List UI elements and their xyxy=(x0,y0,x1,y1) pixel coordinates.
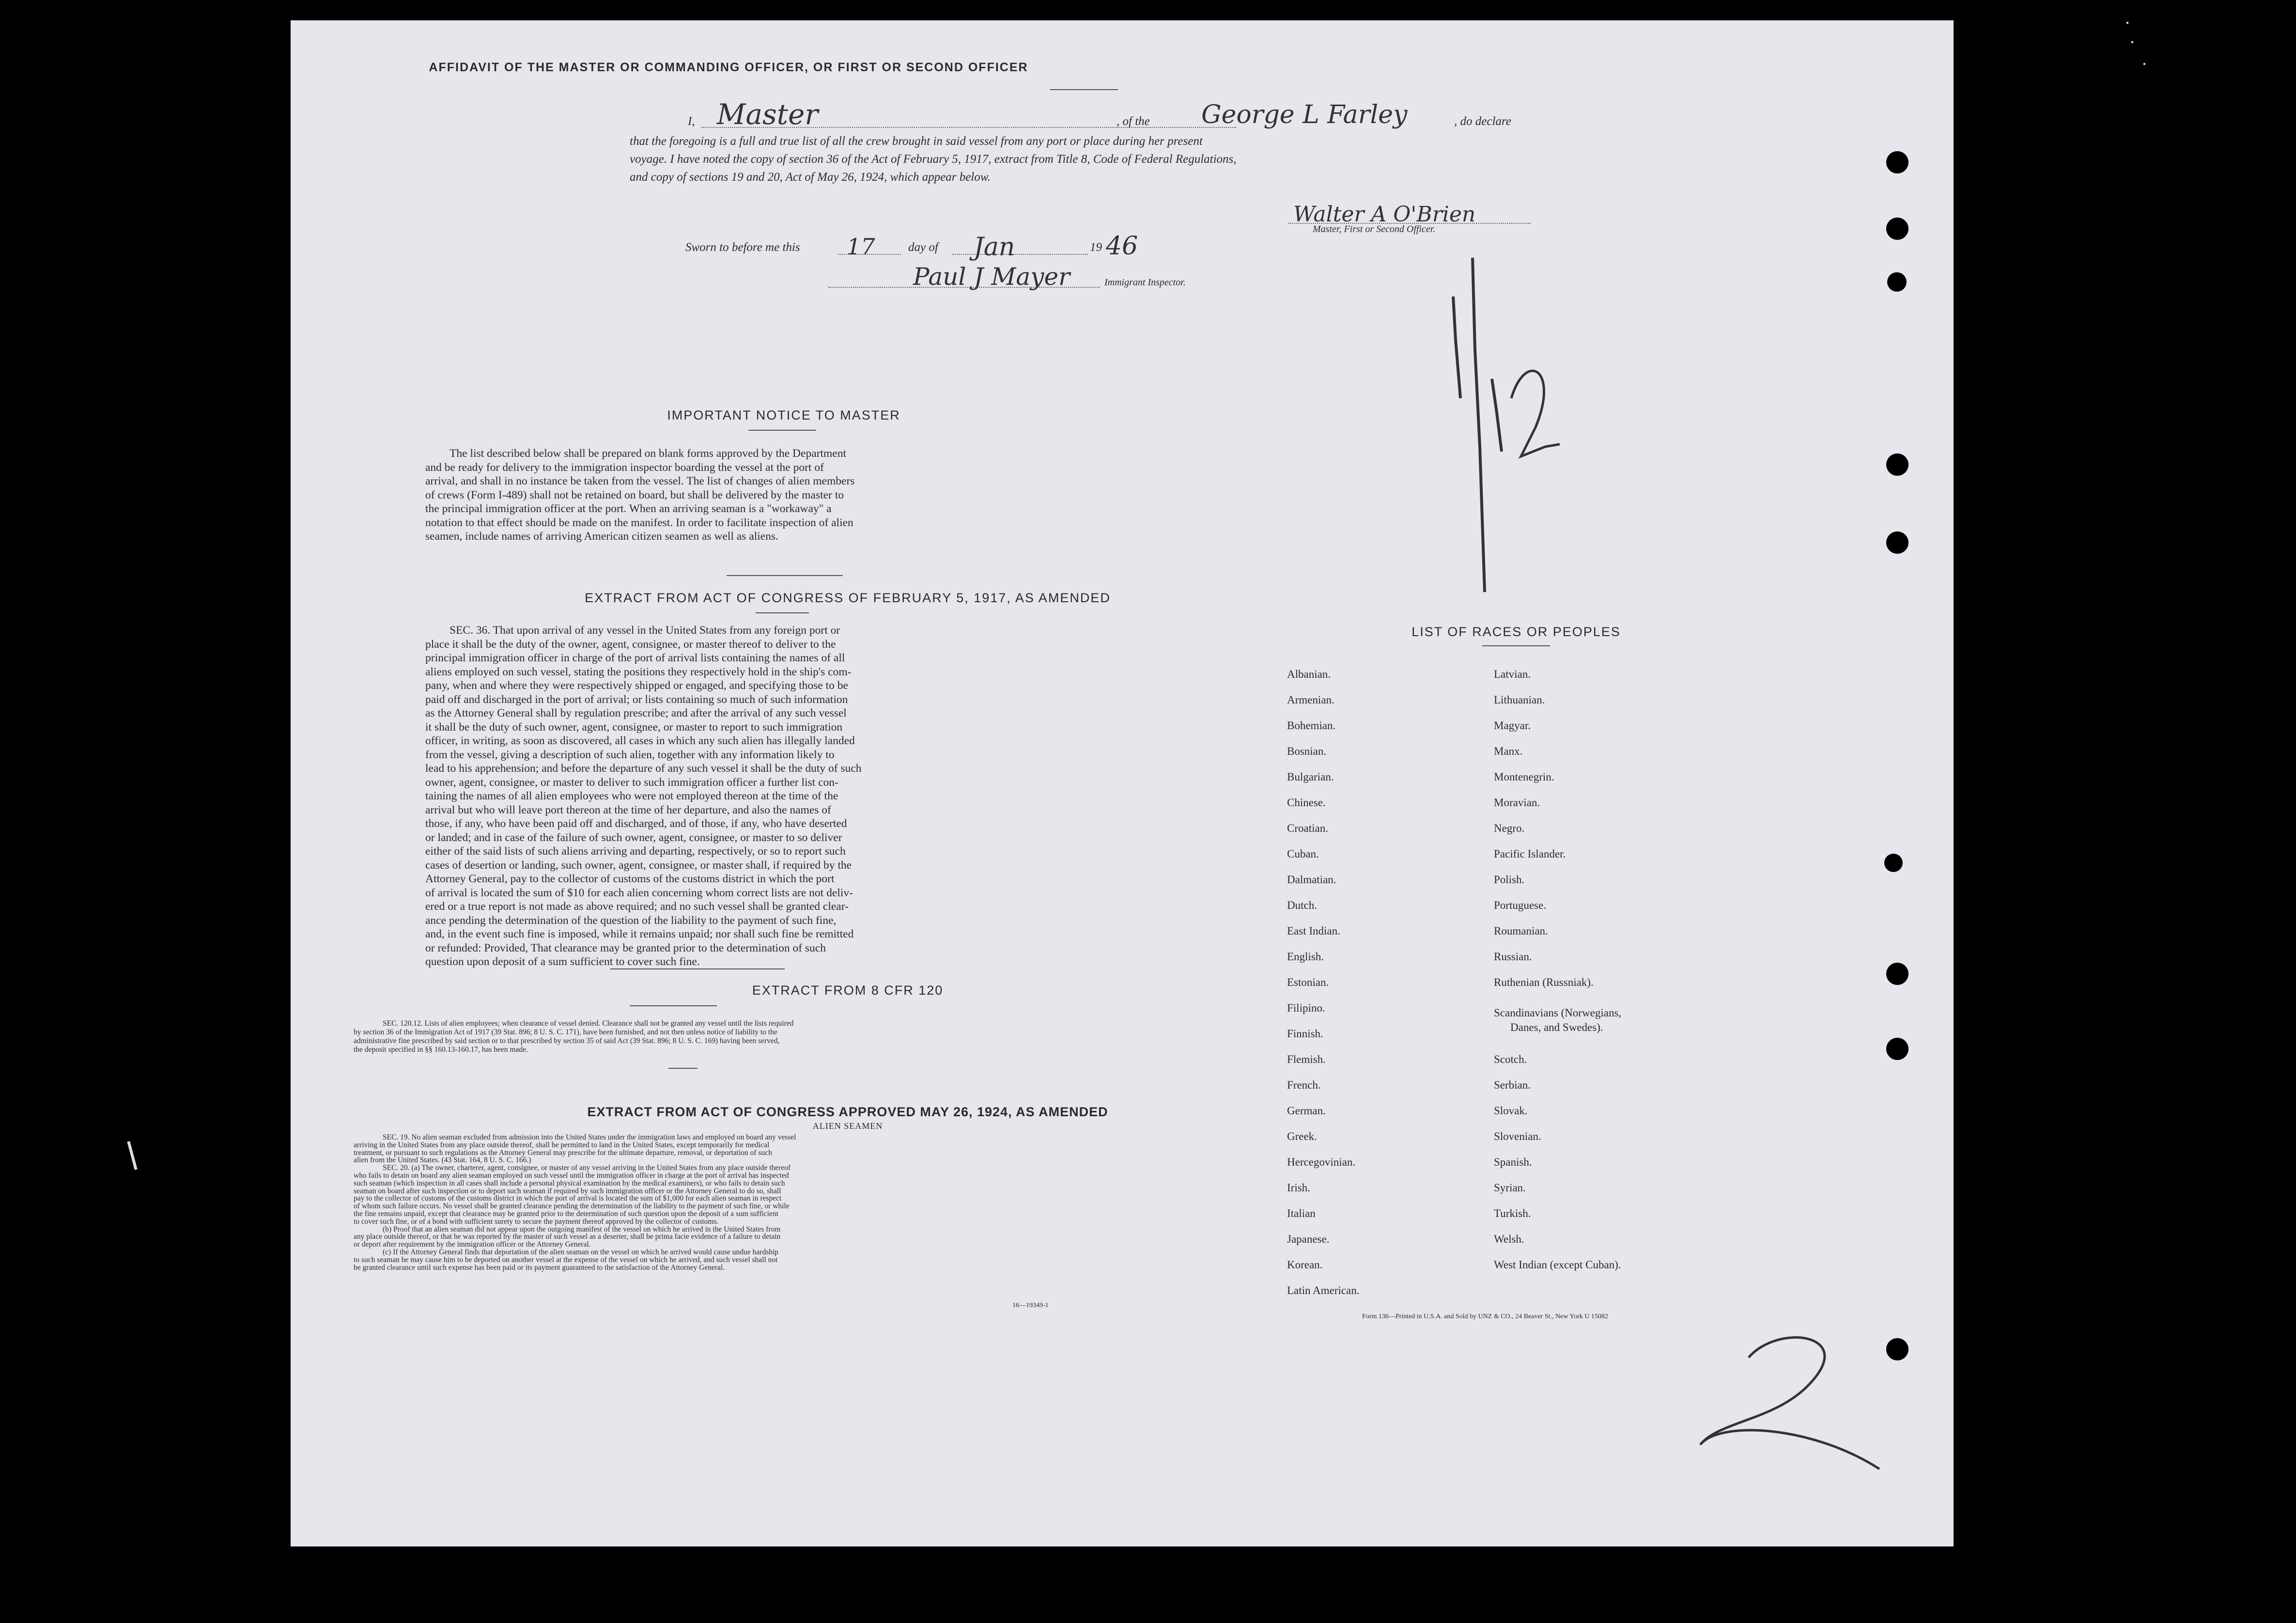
punch-hole xyxy=(1886,1338,1908,1360)
punch-hole xyxy=(1886,963,1908,985)
extract-1924-line: pay to the collector of customs of the customs district in which the port of arrival is located the sum of $1,000 for each alien seaman in respect xyxy=(354,1194,782,1203)
extract-cfr-rule xyxy=(630,1005,717,1006)
extract-1917-line: or landed; and in case of the failure of such owner, agent, consignee, or master to so deliver xyxy=(425,831,842,844)
extract-1917-line: or refunded: Provided, That clearance may be granted prior to the determination of such xyxy=(425,941,826,954)
race-left: Estonian. xyxy=(1287,976,1329,988)
extract-1917-line: from the vessel, giving a description of such alien, together with any information likely to xyxy=(425,748,835,761)
extract-1924-line: SEC. 19. No alien seaman excluded from admission into the United States under the immigration laws and employed on board any vessel xyxy=(383,1133,796,1141)
extract-1917-title: EXTRACT FROM ACT OF CONGRESS OF FEBRUARY 5, 1917, AS AMENDED xyxy=(585,591,1111,605)
race-right: Negro. xyxy=(1494,822,1525,834)
notice-line: of crews (Form I-489) shall not be retained on board, but shall be delivered by the master to xyxy=(425,488,844,501)
race-left: Bohemian. xyxy=(1287,719,1336,732)
race-left: East Indian. xyxy=(1287,925,1340,937)
race-right: Serbian. xyxy=(1494,1079,1531,1091)
race-left: Flemish. xyxy=(1287,1053,1326,1065)
extract-1924-line: such seaman (which inspection in all cases shall include a personal physical examination by the medical examiners), or who fails to detain such xyxy=(354,1179,785,1187)
scan-speck xyxy=(127,1141,137,1170)
extract-cfr-end-rule xyxy=(668,1068,698,1069)
extract-1924-title: EXTRACT FROM ACT OF CONGRESS APPROVED MAY 26, 1924, AS AMENDED xyxy=(587,1105,1108,1119)
notice-line: and be ready for delivery to the immigration inspector boarding the vessel at the port of xyxy=(425,461,824,474)
race-right: West Indian (except Cuban). xyxy=(1494,1259,1621,1271)
extract-1924-body xyxy=(354,1134,1351,1271)
race-left: Greek. xyxy=(1287,1130,1317,1142)
notice-line: the principal immigration officer at the port. When an arriving seaman is a "workaway" a xyxy=(425,502,832,515)
race-right: Portuguese. xyxy=(1494,899,1546,911)
notice-line: seamen, include names of arriving American citizen seamen as well as aliens. xyxy=(425,530,778,543)
punch-hole xyxy=(1886,1038,1908,1060)
race-right: Turkish. xyxy=(1494,1207,1531,1219)
notice-line: notation to that effect should be made on the manifest. In order to facilitate inspection of alien xyxy=(425,516,853,529)
vessel-handwritten: George L Farley xyxy=(1201,100,1408,129)
race-left: Korean. xyxy=(1287,1259,1323,1271)
race-left: Cuban. xyxy=(1287,848,1319,860)
race-left: Irish. xyxy=(1287,1182,1310,1194)
notice-line: The list described below shall be prepared on blank forms approved by the Department xyxy=(450,447,846,460)
declaration-line3: and copy of sections 19 and 20, Act of May 26, 1924, which appear below. xyxy=(630,171,991,184)
extract-1917-line: either of the said lists of such aliens arriving and departing, respectively, or so to report such xyxy=(425,845,846,858)
extract-cfr-line: the deposit specified in §§ 160.13-160.17, has been made. xyxy=(354,1046,528,1054)
race-left: Bosnian. xyxy=(1287,745,1327,757)
race-right: Welsh. xyxy=(1494,1233,1524,1245)
extract-1917-line: pany, when and where they were respectively shipped or engaged, and specifying those to be xyxy=(425,679,848,692)
race-right: Spanish. xyxy=(1494,1156,1532,1168)
master-signature: Walter A O'Brien xyxy=(1293,202,1476,227)
extract-1924-line: or deport after requirement by the immigration officer or the Attorney General. xyxy=(354,1240,591,1249)
extract-1924-line: SEC. 20. (a) The owner, charterer, agent, consignee, or master of any vessel arriving in the United States from any place outside thereof xyxy=(383,1164,791,1172)
race-left: Dutch. xyxy=(1287,899,1317,911)
year-prefix: 19 xyxy=(1090,241,1102,254)
race-left: Chinese. xyxy=(1287,796,1326,809)
race-left: Hercegovinian. xyxy=(1287,1156,1356,1168)
extract-1917-line: officer, in writing, as soon as discovered, all cases in which any such alien has illegally landed xyxy=(425,734,855,747)
notice-rule xyxy=(748,430,816,431)
extract-1917-rule xyxy=(756,612,809,613)
signature-caption: Master, First or Second Officer. xyxy=(1313,224,1436,234)
affidavit-i-prefix: I, xyxy=(688,115,695,128)
race-right: Pacific Islander. xyxy=(1494,848,1566,860)
form-code: 16—19349-1 xyxy=(1012,1302,1049,1309)
race-right: Russian. xyxy=(1494,951,1532,963)
punch-hole xyxy=(1886,453,1908,476)
declaration-line1: that the foregoing is a full and true list of all the crew brought in said vessel from any port or place during her present xyxy=(630,135,1203,148)
handwritten-1-12 xyxy=(1434,253,1560,611)
extract-1924-line: to such seaman he may cause him to be deported on another vessel at the expense of the vessel on which he arrived, and such vessel shall not xyxy=(354,1255,778,1264)
extract-1924-line: seaman on board after such inspection or to deport such seaman if required by such immigration officer or the Attorney General to do so, shall xyxy=(354,1186,781,1195)
race-left: Albanian. xyxy=(1287,668,1331,680)
scan-speck xyxy=(2131,41,2133,43)
extract-cfr-body xyxy=(354,1019,1351,1054)
race-left: English. xyxy=(1287,951,1324,963)
extract-1924-subtitle: ALIEN SEAMEN xyxy=(812,1121,883,1131)
notice-end-rule xyxy=(727,575,843,576)
race-right: Lithuanian. xyxy=(1494,694,1545,706)
extract-1924-line: be granted clearance until such expense has been paid or its payment guaranteed to the satisfaction of the Attorney General. xyxy=(354,1263,725,1272)
extract-1924-line: to cover such fine, or of a bond with sufficient surety to secure the payment thereof approved by the collector of customs. xyxy=(354,1217,719,1226)
extract-1917-line: lead to his apprehension; and before the departure of any such vessel it shall be the duty of such xyxy=(425,762,862,775)
punch-hole xyxy=(1887,272,1907,292)
race-left: Dalmatian. xyxy=(1287,874,1336,886)
extract-1917-line: question upon deposit of a sum sufficient to cover such fine. xyxy=(425,955,700,968)
race-right: Latvian. xyxy=(1494,668,1531,680)
month-line xyxy=(952,254,1087,255)
extract-cfr-title: EXTRACT FROM 8 CFR 120 xyxy=(752,983,944,998)
document-page xyxy=(291,20,1954,1546)
extract-1917-line: cases of desertion or landing, such owner, agent, consignee, or master shall, if required by the xyxy=(425,858,852,872)
race-right: Danes, and Swedes). xyxy=(1510,1021,1603,1033)
extract-1917-line: SEC. 36. That upon arrival of any vessel in the United States from any foreign port or xyxy=(450,624,840,637)
races-rule xyxy=(1482,645,1550,646)
race-right: Ruthenian (Russniak). xyxy=(1494,976,1594,988)
scan-speck xyxy=(2143,63,2145,65)
extract-cfr-line: administrative fine prescribed by said section or to that prescribed by section 35 of said Act (39 Stat. 896; 8 U. S. C. 169) having been served, xyxy=(354,1037,780,1045)
extract-1917-line: taining the names of all alien employees who were not employed thereon at the time of the xyxy=(425,790,838,802)
race-right: Moravian. xyxy=(1494,796,1540,809)
extract-1924-line: (c) If the Attorney General finds that deportation of the alien seaman on the vessel on which he arrived would cause undue hardship xyxy=(383,1248,778,1256)
extract-1924-line: treatment, or pursuant to such regulations as the Attorney General may prescribe for the ultimate departure, removal, or deportation of such xyxy=(354,1148,772,1157)
race-left: German. xyxy=(1287,1105,1326,1117)
race-left: Croatian. xyxy=(1287,822,1328,834)
extract-1924-line: arriving in the United States from any place outside thereof, shall be permitted to land in the United States, except temporarily for medical xyxy=(354,1140,770,1149)
extract-1924-line: of whom such failure occurs. No vessel shall be granted clearance pending the determination of the liability to the payment of such fine, or while xyxy=(354,1202,790,1211)
printer-credit: Form 136—Printed in U.S.A. and Sold by UNZ & CO., 24 Beaver St., New York U 15082 xyxy=(1362,1313,1608,1320)
race-right: Slovak. xyxy=(1494,1105,1528,1117)
month-handwritten: Jan xyxy=(974,233,1015,262)
extract-1924-line: the fine remains unpaid, except that clearance may be granted prior to the determination of such question upon the deposit of a sum sufficient xyxy=(354,1209,778,1218)
extract-1924-line: (b) Proof that an alien seaman did not appear upon the outgoing manifest of the vessel on which he arrived in the United States from xyxy=(383,1225,781,1233)
notice-line: arrival, and shall in no instance be taken from the vessel. The list of changes of alien members xyxy=(425,475,855,487)
punch-hole xyxy=(1886,531,1908,554)
punch-hole xyxy=(1886,218,1908,240)
extract-cfr-line: by section 36 of the Immigration Act of 1917 (39 Stat. 896; 8 U. S. C. 171), have been furnished, and not then unless notice of liability to the xyxy=(354,1028,777,1036)
race-right: Slovenian. xyxy=(1494,1130,1541,1142)
race-left: French. xyxy=(1287,1079,1321,1091)
race-right: Scandinavians (Norwegians, xyxy=(1494,1007,1622,1019)
punch-hole xyxy=(1886,151,1908,173)
race-right: Scotch. xyxy=(1494,1053,1527,1065)
punch-hole xyxy=(1884,854,1903,872)
day-of: day of xyxy=(908,241,938,254)
race-left: Finnish. xyxy=(1287,1028,1323,1040)
race-right: Magyar. xyxy=(1494,719,1531,732)
race-left: Bulgarian. xyxy=(1287,771,1334,783)
extract-1917-line: those, if any, who have been paid off and discharged, and of those, if any, who have deserted xyxy=(425,817,847,830)
extract-1917-line: aliens employed on such vessel, stating the positions they respectively hold in the ship's com- xyxy=(425,665,852,678)
extract-1917-line: and, in the event such fine is imposed, while it remains unpaid; nor shall such fine be remitted xyxy=(425,928,854,940)
race-right: Polish. xyxy=(1494,874,1525,886)
extract-1917-line: owner, agent, consignee, or master to deliver to such immigration officer a further list con- xyxy=(425,776,838,789)
race-right: Syrian. xyxy=(1494,1182,1526,1194)
extract-1917-line: principal immigration officer in charge of the port of arrival lists containing the names of all xyxy=(425,652,845,664)
race-left: Armenian. xyxy=(1287,694,1334,706)
extract-cfr-line: SEC. 120.12. Lists of alien employees; when clearance of vessel denied. Clearance shall not be granted any vessel until the lists required xyxy=(383,1019,794,1028)
extract-1917-line: it shall be the duty of such owner, agent, consignee, or master to report to such immigration xyxy=(425,720,843,733)
inspector-caption: Immigrant Inspector. xyxy=(1104,277,1186,288)
extract-1917-line: ance pending the determination of the question of the liability to the payment of such fine, xyxy=(425,914,837,927)
extract-1917-body xyxy=(425,624,1270,969)
extract-1917-line: paid off and discharged in the port of arrival; or lists containing so much of such information xyxy=(425,693,848,706)
sworn-text: Sworn to before me this xyxy=(685,241,800,254)
master-handwritten: Master xyxy=(717,98,819,131)
affidavit-of-the: , of the xyxy=(1117,115,1150,128)
extract-1917-line: as the Attorney General shall by regulation prescribe; and after the arrival of any such vessel xyxy=(425,707,847,719)
race-right: Montenegrin. xyxy=(1494,771,1554,783)
extract-1917-line: place it shall be the duty of the owner, agent, consignee, or master thereof to deliver to the xyxy=(425,638,836,651)
races-title: LIST OF RACES OR PEOPLES xyxy=(1412,624,1621,639)
race-left: Italian xyxy=(1287,1207,1316,1219)
race-left: Latin American. xyxy=(1287,1284,1360,1296)
race-right: Roumanian. xyxy=(1494,925,1548,937)
notice-body xyxy=(425,447,1270,544)
extract-1924-line: who fails to detain on board any alien seaman employed on such vessel until the immigration officer in charge at the port of arrival has inspected xyxy=(354,1171,789,1180)
extract-1917-line: of arrival is located the sum of $10 for each alien concerning whom correct lists are not deliv- xyxy=(425,886,853,899)
affidavit-do-declare: , do declare xyxy=(1454,115,1511,128)
race-right: Manx. xyxy=(1494,745,1523,757)
handwritten-corner-2 xyxy=(1691,1328,1894,1474)
extract-1924-line: any place outside thereof, or that he was reported by the master of such vessel as a deserter, shall be prima facie evidence of a failure to detain xyxy=(354,1233,781,1241)
declaration-line2: voyage. I have noted the copy of section 36 of the Act of February 5, 1917, extract from Title 8, Code of Federal Regulations, xyxy=(630,153,1237,166)
title-rule xyxy=(1050,89,1118,90)
race-left: Japanese. xyxy=(1287,1233,1330,1245)
day-handwritten: 17 xyxy=(847,234,875,260)
scan-speck xyxy=(2126,22,2128,24)
race-left: Filipino. xyxy=(1287,1002,1325,1014)
extract-1924-line: alien from the United States. (43 Stat. 164, 8 U. S. C. 166.) xyxy=(354,1156,531,1165)
notice-title: IMPORTANT NOTICE TO MASTER xyxy=(667,408,900,422)
affidavit-title: AFFIDAVIT OF THE MASTER OR COMMANDING OFFICER, OR FIRST OR SECOND OFFICER xyxy=(429,61,1028,74)
year-handwritten: 46 xyxy=(1106,232,1138,261)
extract-1917-line: Attorney General, pay to the collector of customs of the customs district in which the port xyxy=(425,873,835,885)
inspector-signature: Paul J Mayer xyxy=(913,263,1070,291)
extract-1917-end-rule xyxy=(610,968,785,969)
extract-1917-line: arrival but who will leave port thereon at the time of her departure, and also the names of xyxy=(425,803,831,816)
extract-1917-line: ered or a true report is not made as above required; and no such vessel shall be granted clear- xyxy=(425,900,849,913)
